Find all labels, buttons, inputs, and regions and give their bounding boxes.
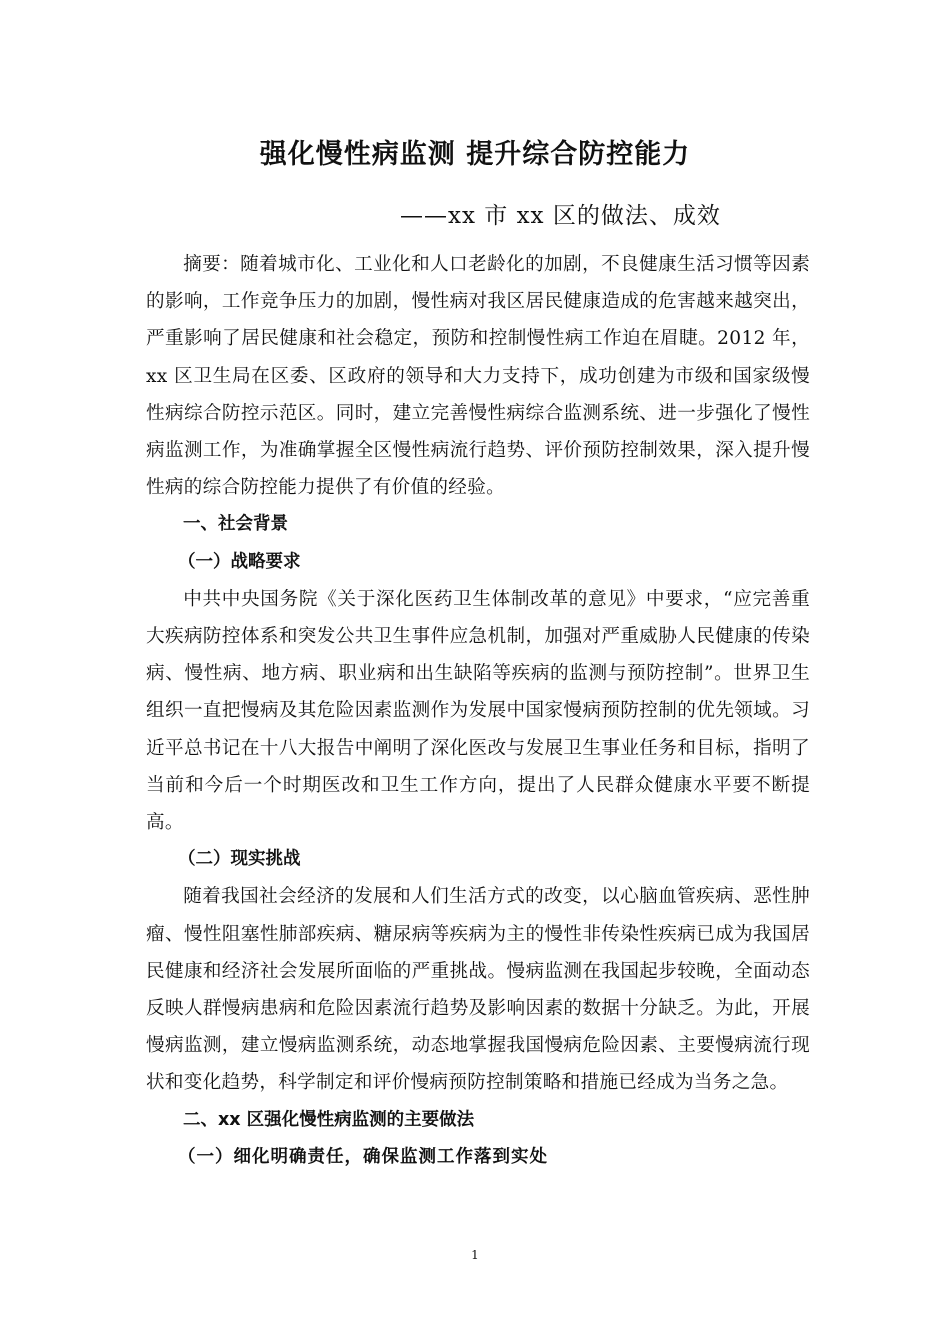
page-number: 1 [471,1248,479,1262]
section-2-1-heading: （一）细化明确责任，确保监测工作落到实处 [178,1146,548,1167]
section-2-heading: 二、xx 区强化慢性病监测的主要做法 [183,1109,475,1130]
section-1-heading: 一、社会背景 [183,514,288,535]
document-subtitle: ——xx 市 xx 区的做法、成效 [400,203,721,229]
document-body [146,246,810,1176]
section-1-1-paragraph: 中共中央国务院《关于深化医药卫生体制改革的意见》中要求，“应完善重大疾病防控体系和突发公共卫生事件应急机制，加强对严重威胁人民健康的传染病、慢性病、地方病、职业病和出生缺陷等疾病的监测与预防控制”。世界卫生组织一直把慢病及其危险因素监测作为发展中国家慢病预防控制的优先领域。习近平总书记在十八大报告中阐明了深化医改与发展卫生事业任务和目标，指明了当前和今后一个时期医改和卫生工作方向，提出了人民群众健康水平要不断提高。 [146,588,810,834]
section-1-2-heading: （二）现实挑战 [178,849,301,870]
section-1-2-paragraph: 随着我国社会经济的发展和人们生活方式的改变，以心脑血管疾病、恶性肿瘤、慢性阻塞性肺部疾病、糖尿病等疾病为主的慢性非传染性疾病已成为我国居民健康和经济社会发展所面临的严重挑战。慢病监测在我国起步较晚，全面动态反映人群慢病患病和危险因素流行趋势及影响因素的数据十分缺乏。为此，开展慢病监测，建立慢病监测系统，动态地掌握我国慢病危险因素、主要慢病流行现状和变化趋势，科学制定和评价慢病预防控制策略和措施已经成为当务之急。 [146,886,810,1094]
section-1-1-heading: （一）战略要求 [178,551,301,572]
abstract-paragraph: 摘要：随着城市化、工业化和人口老龄化的加剧，不良健康生活习惯等因素的影响，工作竞争压力的加剧，慢性病对我区居民健康造成的危害越来越突出，严重影响了居民健康和社会稳定，预防和控制慢性病工作迫在眉睫。2012 年，xx 区卫生局在区委、区政府的领导和大力支持下，成功创建为市级和国家级慢性病综合防控示范区。同时，建立完善慢性病综合监测系统、进一步强化了慢性病监测工作，为准确掌握全区慢性病流行趋势、评价预防控制效果，深入提升慢性病的综合防控能力提供了有价值的经验。 [146,254,810,499]
document-title: 强化慢性病监测 提升综合防控能力 [259,139,691,170]
